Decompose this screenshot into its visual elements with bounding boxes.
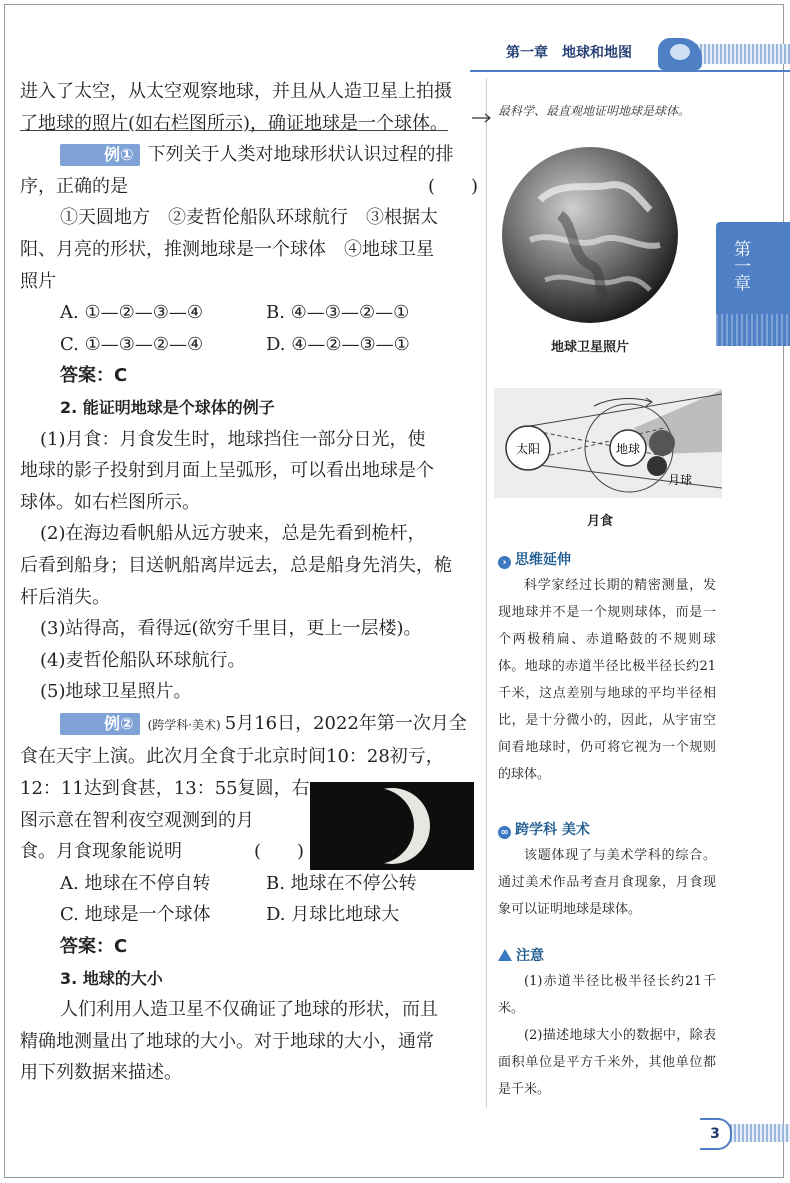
paragraph-line: 进入了太空，从太空观察地球，并且从人造卫星上拍摄: [20, 81, 452, 102]
lunar-eclipse-photo: [310, 782, 474, 870]
paragraph-line: 了地球的照片(如右栏图所示)，确证地球是一个球体。: [20, 112, 449, 134]
earth-photo-caption: 地球卫星照片: [550, 340, 629, 355]
earth-shadow: [338, 788, 414, 864]
arrow-circle-icon: ›: [498, 556, 511, 569]
think-body: 科学家经过长期的精密测量，发现地球并不是一个规则球体，而是一个两极稍扁、赤道略鼓的不规则球体。地球的赤道半径比极半径长约21千米，这点差别与地球的平均半径相比，是十分微小的，因此，从宇宙空间看地球时，仍可将它视为一个规则的球体。: [498, 578, 716, 782]
earth-satellite-photo: [500, 140, 680, 330]
header-rule: [470, 70, 790, 72]
main-column: [20, 76, 478, 1089]
example-choices: 阳、月亮的形状，推测地球是一个球体 ④地球卫星: [20, 238, 434, 260]
note-item: (1)赤道半径比极半径长约21千米。: [498, 974, 716, 1016]
example-question: 图示意在智利夜空观测到的月: [20, 809, 254, 831]
example-question: 5月16日，2022年第一次月全: [224, 712, 467, 734]
paragraph-line: 人们利用人造卫星不仅确证了地球的形状，而且: [60, 999, 438, 1021]
page-number: 3: [700, 1118, 732, 1150]
option-a: A. ①—②—③—④: [60, 302, 203, 324]
think-section: [498, 548, 716, 788]
paragraph-line: 用下列数据来描述。: [20, 1062, 182, 1084]
callout-arrow-icon: [472, 112, 492, 124]
answer-blank: ( ): [253, 841, 304, 863]
paragraph-line: (1)月食：月食发生时，地球挡住一部分日光，使: [40, 428, 426, 450]
example-badge: 例②: [60, 713, 140, 735]
option-a: A. 地球在不停自转: [60, 872, 211, 894]
example-question: 下列关于人类对地球形状认识过程的排: [147, 144, 454, 166]
handwritten-note: 最科学、最直观地证明地球是球体。: [498, 104, 691, 118]
section-heading: 2. 能证明地球是个球体的例子: [60, 397, 275, 417]
chapter-tab: [716, 222, 790, 346]
paragraph-line: (3)站得高，看得远(欲穷千里目，更上一层楼)。: [40, 618, 422, 640]
option-c: C. ①—③—②—④: [60, 333, 204, 355]
column-divider: [486, 78, 487, 1108]
paragraph-line: 球体。如右栏图所示。: [20, 491, 200, 513]
paragraph-line: 杆后消失。: [20, 586, 110, 608]
example-question: 12：11达到食甚，13：55复圆，右: [20, 778, 310, 800]
option-d: D. ④—②—③—①: [266, 333, 410, 355]
cross-body: 该题体现了与美术学科的综合。通过美术作品考查月食现象，月食现象可以证明地球是球体。: [498, 848, 716, 917]
cross-title: 跨学科 美术: [515, 822, 590, 838]
option-b: B. 地球在不停公转: [266, 872, 417, 894]
example-choices: ①天圆地方 ②麦哲伦船队环球航行 ③根据太: [60, 207, 438, 229]
moon-circle: [647, 456, 667, 476]
answer-text: 答案：C: [60, 365, 128, 387]
answer-text: 答案：C: [60, 936, 128, 958]
sun-label: 太阳: [515, 442, 541, 456]
paragraph-line: 地球的影子投射到月面上呈弧形，可以看出地球是个: [20, 460, 434, 482]
option-c: C. 地球是一个球体: [60, 904, 211, 926]
earth-globe: [502, 147, 678, 323]
cross-subject-icon: ∞: [498, 826, 511, 839]
section-heading: 3. 地球的大小: [60, 968, 163, 988]
think-title: 思维延伸: [515, 552, 571, 568]
moon-circle: [649, 430, 675, 456]
option-d: D. 月球比地球大: [266, 904, 400, 926]
page-number-area: [700, 1118, 790, 1148]
eclipse-caption: 月食: [586, 514, 613, 529]
option-b: B. ④—③—②—①: [266, 302, 410, 324]
paragraph-line: 后看到船身；目送帆船离岸远去，总是船身先消失，桅: [20, 554, 452, 576]
page-number-band: [730, 1124, 790, 1142]
example-choices: 照片: [20, 270, 56, 292]
example-badge: 例①: [60, 144, 140, 166]
example-question: 序，正确的是: [20, 175, 128, 197]
cross-subject-section: [498, 818, 716, 923]
book-logo-icon: [658, 38, 702, 70]
lunar-eclipse-diagram: [494, 388, 722, 498]
example-question: 食在天宇上演。此次月全食于北京时间10：28初亏，: [20, 746, 444, 768]
chapter-tab-stripes: [716, 314, 790, 346]
paragraph-line: (2)在海边看帆船从远方驶来，总是先看到桅杆，: [40, 523, 426, 545]
warning-icon: [498, 949, 512, 961]
paragraph-line: 精确地测量出了地球的大小。对于地球的大小，通常: [20, 1030, 434, 1052]
moon-label: 月球: [667, 473, 693, 487]
note-section: [498, 944, 716, 1103]
note-title: 注意: [516, 948, 544, 964]
example-tag: (跨学科·美术): [147, 717, 221, 732]
note-item: (2)描述地球大小的数据中，除表面积单位是平方千米外，其他单位都是千米。: [498, 1028, 716, 1097]
earth-label: 地球: [615, 442, 641, 456]
paragraph-line: (5)地球卫星照片。: [40, 681, 192, 703]
paragraph-line: (4)麦哲伦船队环球航行。: [40, 649, 246, 671]
page-header: [470, 36, 790, 76]
answer-blank: ( ): [427, 175, 478, 197]
header-chapter-title: 第一章 地球和地图: [506, 45, 632, 61]
example-question: 食。月食现象能说明: [20, 841, 182, 863]
chapter-tab-label: 第一章: [730, 240, 750, 291]
